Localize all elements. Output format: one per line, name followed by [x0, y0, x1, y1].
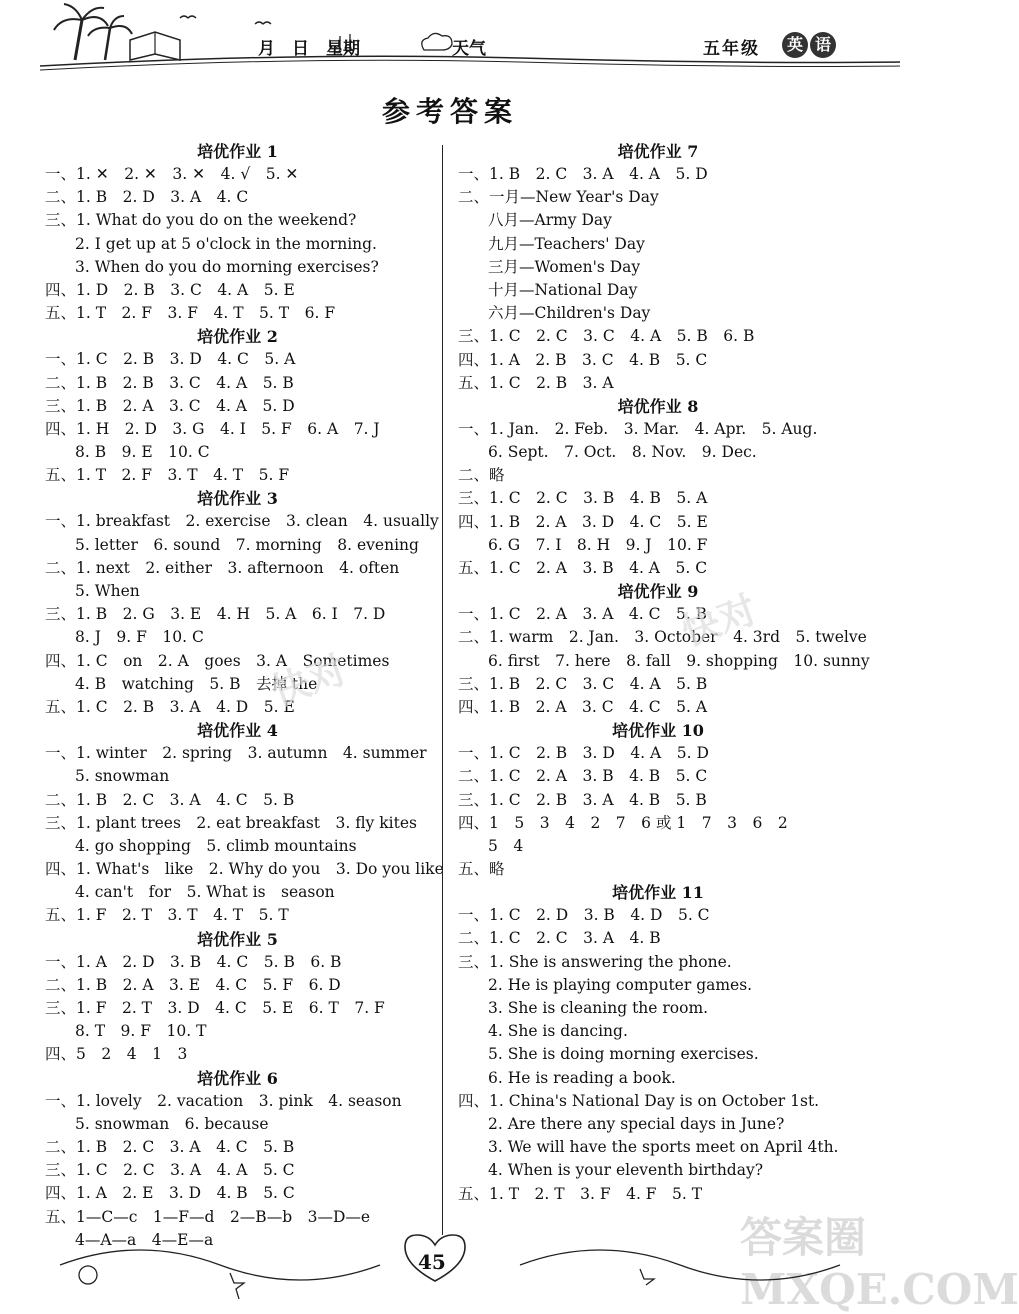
left-answer-column	[45, 140, 444, 1252]
section-title: 培优作业 6	[197, 1068, 278, 1088]
answer-line: 3. When do you do morning exercises?	[75, 257, 379, 276]
answer-line: 一、1. A 2. D 3. B 4. C 5. B 6. B	[45, 952, 342, 971]
section-title: 培优作业 1	[197, 142, 278, 161]
answer-line: 6. G 7. I 8. H 9. J 10. F	[488, 535, 708, 554]
right-answer-column	[458, 140, 870, 1206]
answer-line: 二、略	[458, 466, 505, 485]
answer-line: 一、1. breakfast 2. exercise 3. clean 4. usually	[45, 512, 439, 531]
answer-line: 五、1. C 2. A 3. B 4. A 5. C	[458, 559, 708, 577]
answer-line: 五、1—C—c 1—F—d 2—B—b 3—D—e	[45, 1207, 371, 1226]
answer-line: 三、1. B 2. G 3. E 4. H 5. A 6. I 7. D	[45, 605, 386, 624]
answer-line: 一、1. winter 2. spring 3. autumn 4. summer	[45, 744, 427, 763]
answer-line: 五、略	[458, 860, 505, 879]
answer-line: 二、1. C 2. A 3. B 4. B 5. C	[458, 767, 708, 786]
section-title: 培优作业 5	[197, 929, 278, 949]
watermark: 快对	[265, 646, 353, 715]
answer-line: 九月—Teachers' Day	[488, 234, 645, 253]
answer-line: 4. When is your eleventh birthday?	[488, 1161, 764, 1180]
answer-line: 三、1. B 2. A 3. C 4. A 5. D	[45, 396, 295, 415]
answer-line: 4. can't for 5. What is season	[75, 883, 335, 902]
answer-line: 一、1. ✕ 2. ✕ 3. ✕ 4. √ 5. ✕	[45, 165, 299, 183]
page-title: 参考答案	[381, 95, 518, 128]
answer-line: 三、1. F 2. T 3. D 4. C 5. E 6. T 7. F	[45, 999, 385, 1017]
answer-line: 6. Sept. 7. Oct. 8. Nov. 9. Dec.	[488, 443, 757, 462]
answer-line: 一、1. Jan. 2. Feb. 3. Mar. 4. Apr. 5. Aug.	[458, 419, 818, 438]
answer-line: 8. B 9. E 10. C	[75, 443, 210, 462]
answer-line: 四、1. B 2. A 3. C 4. C 5. A	[458, 697, 708, 716]
answer-line: 5. snowman	[75, 767, 170, 786]
answer-line: 5. letter 6. sound 7. morning 8. evening	[75, 535, 419, 554]
answer-line: 2. Are there any special days in June?	[488, 1114, 785, 1133]
answer-line: 5. When	[75, 582, 140, 600]
answer-line: 三、1. C 2. C 3. B 4. B 5. A	[458, 489, 708, 508]
answer-line: 二、1. B 2. B 3. C 4. A 5. B	[45, 373, 294, 392]
answer-line: 四、1. A 2. E 3. D 4. B 5. C	[45, 1184, 295, 1203]
answer-line: 6. He is reading a book.	[488, 1068, 676, 1087]
answer-line: 4. B watching 5. B 去掉 the	[75, 674, 318, 693]
answer-line: 二、1. B 2. C 3. A 4. C 5. B	[45, 1137, 295, 1156]
answer-line: 6. first 7. here 8. fall 9. shopping 10. sunny	[488, 651, 870, 670]
answer-line: 二、1. B 2. A 3. E 4. C 5. F 6. D	[45, 975, 341, 994]
answer-line: 三月—Women's Day	[488, 257, 641, 276]
answer-line: 三、1. plant trees 2. eat breakfast 3. fly kites	[45, 813, 417, 832]
grade-label: 五年级	[703, 39, 760, 59]
answer-line: 四、1. What's like 2. Why do you 3. Do you like	[45, 860, 444, 879]
answer-line: 五、1. C 2. B 3. A	[458, 373, 614, 392]
answer-line: 4—A—a 4—E—a	[75, 1230, 214, 1249]
answer-line: 五、1. T 2. T 3. F 4. F 5. T	[458, 1184, 703, 1203]
section-title: 培优作业 4	[197, 721, 278, 741]
answer-line: 一、1. lovely 2. vacation 3. pink 4. season	[45, 1091, 402, 1110]
answer-line: 三、1. C 2. B 3. A 4. B 5. B	[458, 790, 707, 809]
answer-line: 二、一月—New Year's Day	[458, 188, 659, 207]
section-title: 培优作业 7	[617, 142, 699, 161]
answer-line: 四、1. C on 2. A goes 3. A Sometimes	[45, 651, 390, 670]
answer-line: 三、1. B 2. C 3. C 4. A 5. B	[458, 674, 708, 693]
subject-badge: 英 语	[782, 32, 836, 58]
page-header	[0, 0, 900, 80]
answer-line: 二、1. next 2. either 3. afternoon 4. often	[45, 558, 400, 577]
answer-line: 2. He is playing computer games.	[488, 975, 753, 994]
header-decoration	[0, 0, 900, 80]
weather-label: 天气	[452, 39, 486, 59]
answer-line: 四、1. A 2. B 3. C 4. B 5. C	[458, 350, 708, 369]
section-title: 培优作业 8	[617, 396, 699, 416]
answer-line: 5. She is doing morning exercises.	[488, 1045, 759, 1064]
answer-line: 4. go shopping 5. climb mountains	[75, 836, 357, 855]
answer-line: 六月—Children's Day	[488, 304, 651, 323]
date-weekday-label: 月 日 星期	[258, 39, 360, 59]
page-number: 45	[418, 1250, 446, 1274]
answer-line: 2. I get up at 5 o'clock in the morning.	[75, 234, 377, 253]
answer-line: 一、1. C 2. B 3. D 4. A 5. D	[458, 744, 709, 763]
answer-line: 五、1. F 2. T 3. T 4. T 5. T	[45, 906, 289, 925]
answer-line: 8. T 9. F 10. T	[75, 1022, 207, 1041]
answer-line: 五、1. T 2. F 3. F 4. T 5. T 6. F	[45, 304, 336, 323]
watermark: 答案圈 MXQE.COM	[740, 1213, 1019, 1314]
answer-line: 二、1. C 2. C 3. A 4. B	[458, 929, 661, 948]
watermark: 快对	[675, 586, 763, 655]
answer-line: 一、1. C 2. A 3. A 4. C 5. B	[458, 605, 708, 624]
page-footer	[0, 1225, 900, 1288]
answer-line: 十月—National Day	[488, 280, 638, 299]
section-title: 培优作业 11	[612, 883, 704, 903]
section-title: 培优作业 3	[197, 489, 278, 509]
answer-line: 三、1. She is answering the phone.	[458, 952, 732, 971]
section-title: 培优作业 9	[617, 582, 699, 602]
answer-line: 一、1. B 2. C 3. A 4. A 5. D	[458, 165, 708, 183]
answer-line: 5 4	[488, 836, 524, 855]
column-divider	[442, 145, 443, 1235]
answer-line: 四、5 2 4 1 3	[45, 1045, 188, 1064]
answer-line: 一、1. C 2. D 3. B 4. D 5. C	[458, 906, 710, 925]
answer-line: 四、1. China's National Day is on October 1st.	[458, 1091, 820, 1110]
answer-line: 三、1. C 2. C 3. A 4. A 5. C	[45, 1161, 295, 1180]
answer-line: 三、1. C 2. C 3. C 4. A 5. B 6. B	[458, 327, 755, 346]
answer-line: 二、1. B 2. D 3. A 4. C	[45, 188, 249, 207]
answer-line: 四、1 5 3 4 2 7 6 或 1 7 3 6 2	[458, 813, 788, 832]
section-title: 培优作业 10	[612, 721, 704, 741]
answer-line: 5. snowman 6. because	[75, 1114, 269, 1133]
answer-line: 四、1. D 2. B 3. C 4. A 5. E	[45, 280, 295, 299]
answer-line: 八月—Army Day	[488, 211, 612, 230]
answer-line: 二、1. warm 2. Jan. 3. October 4. 3rd 5. twelve	[458, 628, 867, 647]
footer-decoration	[0, 1225, 900, 1288]
answer-line: 四、1. B 2. A 3. D 4. C 5. E	[458, 512, 708, 531]
answer-line: 3. We will have the sports meet on April 4th.	[488, 1138, 839, 1157]
section-title: 培优作业 2	[197, 327, 278, 347]
answer-line: 一、1. C 2. B 3. D 4. C 5. A	[45, 350, 296, 369]
answer-line: 四、1. H 2. D 3. G 4. I 5. F 6. A 7. J	[45, 419, 380, 438]
answer-line: 4. She is dancing.	[488, 1022, 628, 1041]
answer-line: 三、1. What do you do on the weekend?	[45, 211, 357, 230]
answer-line: 8. J 9. F 10. C	[75, 628, 204, 647]
answer-line: 3. She is cleaning the room.	[488, 999, 709, 1017]
answer-line: 二、1. B 2. C 3. A 4. C 5. B	[45, 790, 295, 809]
answer-line: 五、1. C 2. B 3. A 4. D 5. E	[45, 697, 295, 716]
answer-line: 五、1. T 2. F 3. T 4. T 5. F	[45, 466, 290, 485]
